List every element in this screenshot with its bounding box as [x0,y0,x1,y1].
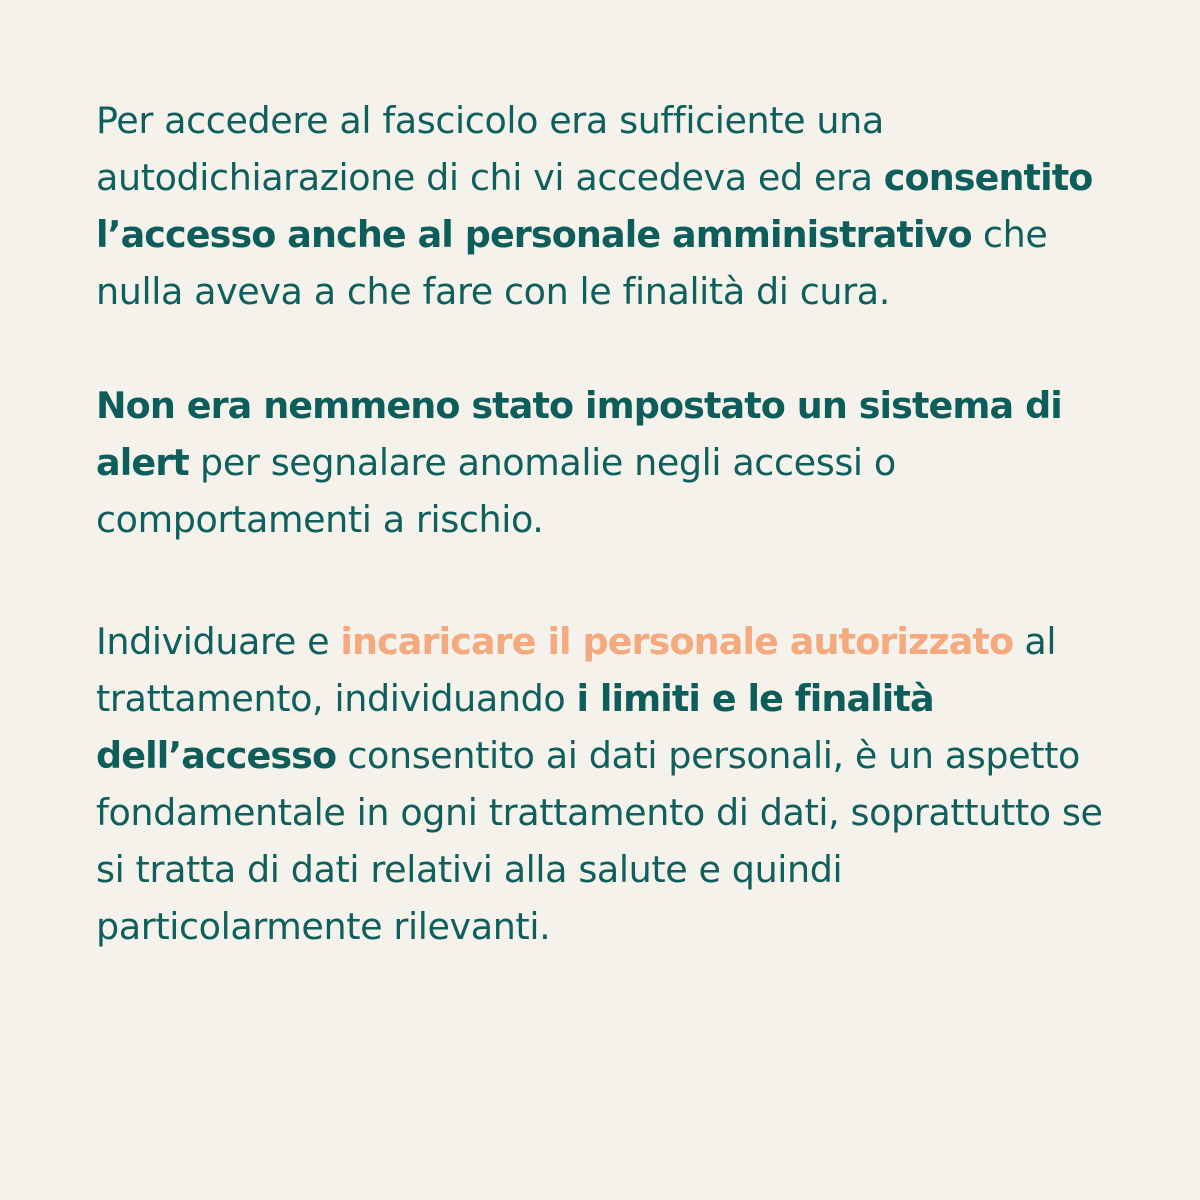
bold-text-run: i limiti e le finalità dell’accesso [96,677,934,777]
paragraph-fascicolo-access [96,92,1136,320]
text-run: Individuare e [96,620,341,663]
text-run: Per accedere al fascicolo era sufficiente una autodichiarazione di chi vi accedeva ed era [96,99,884,199]
highlighted-text-run: incaricare il personale autorizzato [340,620,1014,663]
paragraph-alert-system [96,377,1136,548]
paragraph-authorized-staff [96,613,1136,955]
text-run: consentito ai dati personali, è un aspetto fondamentale in ogni trattamento di dati, soprattutto se si tratta di dati relativi alla salute e quindi particolarmente rilevanti. [96,734,1103,948]
bold-text-run: Non era nemmeno stato impostato un sistema di alert [96,384,1062,484]
text-run: che nulla aveva a che fare con le finalità di cura. [96,213,1048,313]
text-run: al trattamento, individuando [96,620,1057,720]
text-run: per segnalare anomalie negli accessi o comportamenti a rischio. [96,441,896,541]
bold-text-run: consentito l’accesso anche al personale amministrativo [96,156,1093,256]
